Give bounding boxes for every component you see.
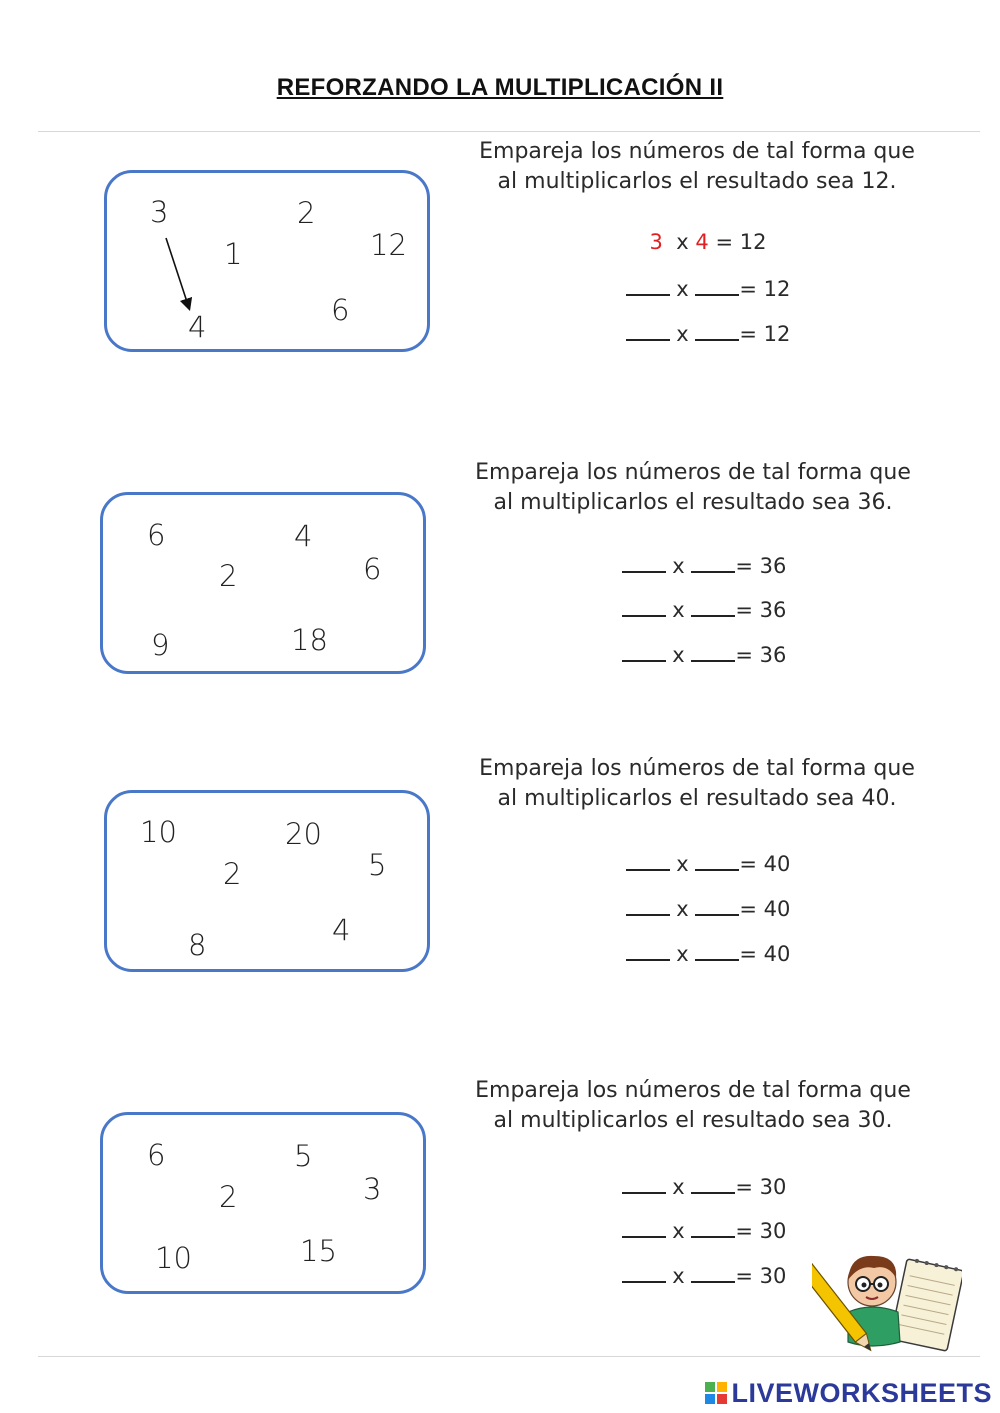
box-number[interactable]: 4 (188, 310, 207, 344)
answer-blank[interactable] (691, 1263, 735, 1283)
box-number[interactable]: 12 (370, 228, 407, 262)
equation-row: x = 12 (578, 276, 838, 301)
answer-blank[interactable] (622, 642, 666, 662)
equation-row: x = 30 (574, 1174, 834, 1199)
equation-row: x = 40 (578, 941, 838, 966)
equation-row: x = 30 (574, 1263, 834, 1288)
box-number[interactable]: 15 (300, 1234, 337, 1268)
example-arrow (0, 0, 1000, 400)
answer-blank[interactable] (691, 1218, 735, 1238)
answer-blank[interactable] (691, 642, 735, 662)
answer-blank[interactable] (626, 851, 670, 871)
box-number[interactable]: 5 (294, 1139, 313, 1173)
answer-blank[interactable] (622, 1174, 666, 1194)
answer-blank[interactable] (691, 1174, 735, 1194)
answer-blank[interactable] (626, 276, 670, 296)
box-number[interactable]: 8 (188, 928, 207, 962)
brand-name: LIVEWORKSHEETS (731, 1378, 992, 1408)
box-number[interactable]: 1 (224, 237, 243, 271)
mascot-illustration (812, 1242, 962, 1362)
box-number[interactable]: 2 (223, 857, 242, 891)
instruction-line: al multiplicarlos el resultado sea 30. (493, 1108, 893, 1133)
answer-blank[interactable] (622, 1218, 666, 1238)
equation-row: x = 30 (574, 1218, 834, 1243)
answer-blank[interactable] (626, 941, 670, 961)
answer-blank[interactable] (695, 276, 739, 296)
instruction-line: al multiplicarlos el resultado sea 36. (493, 490, 893, 515)
equation-row: x = 40 (578, 851, 838, 876)
answer-blank[interactable] (695, 941, 739, 961)
equation-row: x = 40 (578, 896, 838, 921)
box-number[interactable]: 10 (155, 1241, 192, 1275)
liveworksheets-logo-icon (705, 1382, 727, 1404)
answer-blank[interactable] (691, 597, 735, 617)
example-factor-a: 3 (649, 230, 663, 254)
box-number[interactable]: 5 (368, 848, 387, 882)
instruction-line: al multiplicarlos el resultado sea 40. (497, 786, 897, 811)
box-number[interactable]: 6 (331, 293, 350, 327)
box-number[interactable]: 3 (363, 1172, 382, 1206)
equation-row: x = 36 (574, 553, 834, 578)
box-number[interactable]: 2 (297, 196, 316, 230)
answer-blank[interactable] (695, 896, 739, 916)
answer-blank[interactable] (626, 321, 670, 341)
instruction-line: Empareja los números de tal forma que (479, 139, 915, 164)
instruction-line: Empareja los números de tal forma que (475, 460, 911, 485)
box-number[interactable]: 9 (151, 628, 170, 662)
equation-row: x = 12 (578, 321, 838, 346)
box-number[interactable]: 18 (291, 623, 328, 657)
answer-blank[interactable] (626, 896, 670, 916)
answer-blank[interactable] (622, 553, 666, 573)
equation-row: x = 36 (574, 597, 834, 622)
answer-blank[interactable] (695, 321, 739, 341)
page-title: REFORZANDO LA MULTIPLICACIÓN II (276, 74, 724, 101)
answer-blank[interactable] (691, 553, 735, 573)
example-factor-b: 4 (695, 230, 709, 254)
box-number[interactable]: 6 (147, 518, 166, 552)
instruction-line: Empareja los números de tal forma que (475, 1078, 911, 1103)
instruction-line: Empareja los números de tal forma que (479, 756, 915, 781)
example-equation: 3 x 4 = 12 (649, 230, 767, 254)
box-number[interactable]: 4 (294, 519, 313, 553)
liveworksheets-logo (705, 1378, 992, 1409)
box-number[interactable]: 6 (147, 1138, 166, 1172)
box-number[interactable]: 20 (285, 817, 322, 851)
box-number[interactable]: 10 (140, 815, 177, 849)
box-number[interactable]: 2 (219, 559, 238, 593)
box-number[interactable]: 4 (332, 913, 351, 947)
box-number[interactable]: 3 (150, 195, 169, 229)
box-number[interactable]: 2 (219, 1180, 238, 1214)
answer-blank[interactable] (622, 1263, 666, 1283)
equation-row: x = 36 (574, 642, 834, 667)
answer-blank[interactable] (622, 597, 666, 617)
bottom-divider (38, 1356, 980, 1357)
instruction-line: al multiplicarlos el resultado sea 12. (497, 169, 897, 194)
box-number[interactable]: 6 (363, 552, 382, 586)
answer-blank[interactable] (695, 851, 739, 871)
notepad-icon (890, 1259, 962, 1352)
